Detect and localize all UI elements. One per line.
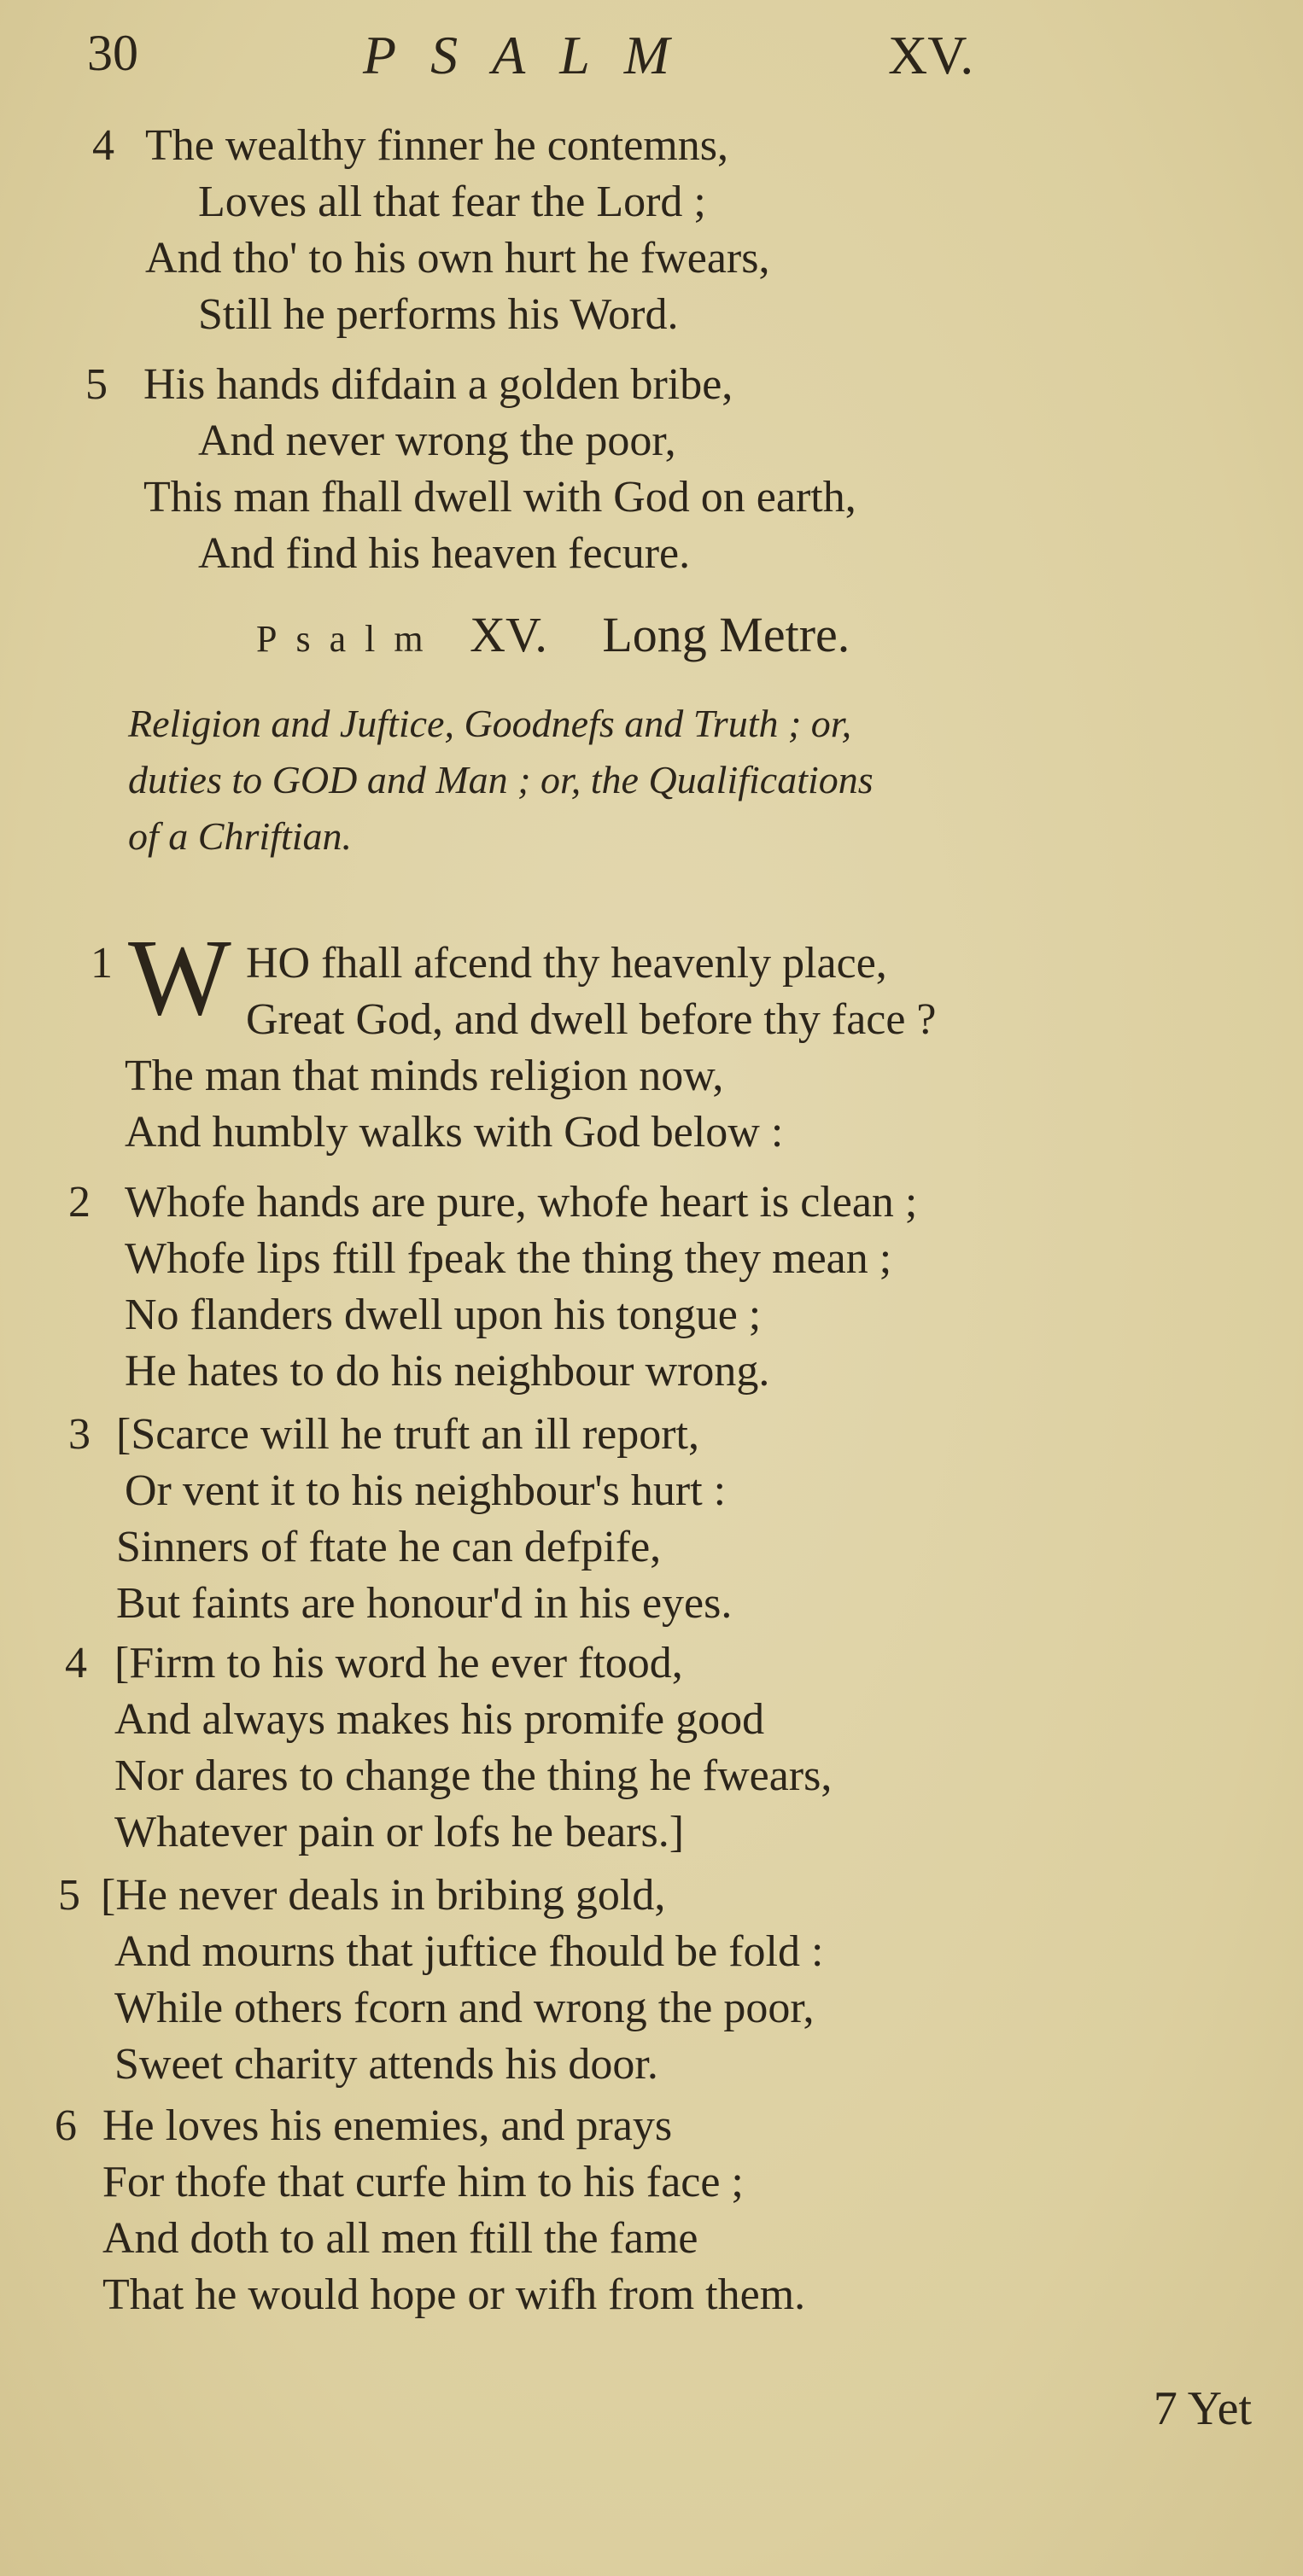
- verse-line: That he would hope or wifh from them.: [102, 2270, 806, 2319]
- verse-line: Whofe hands are pure, whofe heart is clean ;: [125, 1178, 918, 1227]
- verse-line: [Firm to his word he ever ftood,: [114, 1639, 683, 1687]
- stanza-number: 1: [91, 939, 113, 988]
- verse-line: The man that minds religion now,: [125, 1052, 724, 1100]
- verse-line: Sinners of ftate he can defpife,: [116, 1523, 662, 1571]
- psalm-metre: Long Metre.: [602, 607, 850, 662]
- verse-line: And humbly walks with God below :: [125, 1108, 784, 1157]
- verse-line: His hands difdain a golden bribe,: [143, 360, 733, 409]
- verse-line: The wealthy finner he contemns,: [145, 121, 728, 170]
- verse-line: HO fhall afcend thy heavenly place,: [246, 939, 887, 988]
- verse-line: No flanders dwell upon his tongue ;: [125, 1291, 762, 1339]
- stanza-number: 2: [68, 1178, 91, 1227]
- stanza-number: 5: [85, 360, 108, 409]
- catchword: 7 Yet: [1153, 2382, 1252, 2435]
- stanza-number: 4: [65, 1639, 87, 1687]
- verse-line: Great God, and dwell before thy face ?: [246, 995, 937, 1044]
- verse-line: And always makes his promife good: [114, 1695, 765, 1744]
- verse-line: And find his heaven fecure.: [198, 529, 691, 578]
- verse-line: For thofe that curfe him to his face ;: [102, 2158, 744, 2206]
- psalm-title: [256, 606, 850, 663]
- verse-line: Still he performs his Word.: [198, 290, 679, 339]
- verse-line: And never wrong the poor,: [198, 417, 676, 465]
- drop-cap: W: [128, 917, 231, 1038]
- psalm-title-number: XV.: [470, 607, 547, 662]
- subtitle-line: duties to GOD and Man ; or, the Qualifications: [128, 758, 874, 801]
- running-head-number: XV.: [888, 25, 974, 85]
- verse-line: Whatever pain or lofs he bears.]: [114, 1808, 685, 1856]
- verse-line: While others fcorn and wrong the poor,: [114, 1984, 815, 2032]
- verse-line: And doth to all men ftill the fame: [102, 2214, 698, 2263]
- verse-line: He hates to do his neighbour wrong.: [125, 1347, 770, 1396]
- stanza-number: 5: [58, 1871, 80, 1920]
- verse-line: Or vent it to his neighbour's hurt :: [125, 1466, 727, 1515]
- verse-line: And mourns that juftice fhould be fold :: [114, 1927, 824, 1976]
- verse-line: And tho' to his own hurt he fwears,: [145, 234, 770, 283]
- stanza-number: 4: [92, 121, 114, 170]
- verse-line: This man fhall dwell with God on earth,: [143, 473, 856, 522]
- subtitle-line: Religion and Juftice, Goodnefs and Truth ; or,: [128, 702, 852, 745]
- verse-line: But faints are honour'd in his eyes.: [116, 1579, 733, 1628]
- verse-line: [Scarce will he truft an ill report,: [116, 1410, 699, 1459]
- verse-line: Loves all that fear the Lord ;: [198, 178, 706, 226]
- psalm-title-word: Psalm: [256, 618, 442, 660]
- stanza-number: 6: [55, 2101, 77, 2150]
- verse-line: Sweet charity attends his door.: [114, 2040, 658, 2089]
- verse-line: Nor dares to change the thing he fwears,: [114, 1751, 833, 1800]
- verse-line: Whofe lips ftill fpeak the thing they mean ;: [125, 1234, 892, 1283]
- verse-line: [He never deals in bribing gold,: [101, 1871, 666, 1920]
- verse-line: He loves his enemies, and prays: [102, 2101, 673, 2150]
- page-number: 30: [87, 25, 138, 81]
- page-header: [0, 15, 1303, 92]
- stanza-number: 3: [68, 1410, 91, 1459]
- running-head: PSALM: [363, 25, 704, 85]
- subtitle-line: of a Chriftian.: [128, 814, 352, 858]
